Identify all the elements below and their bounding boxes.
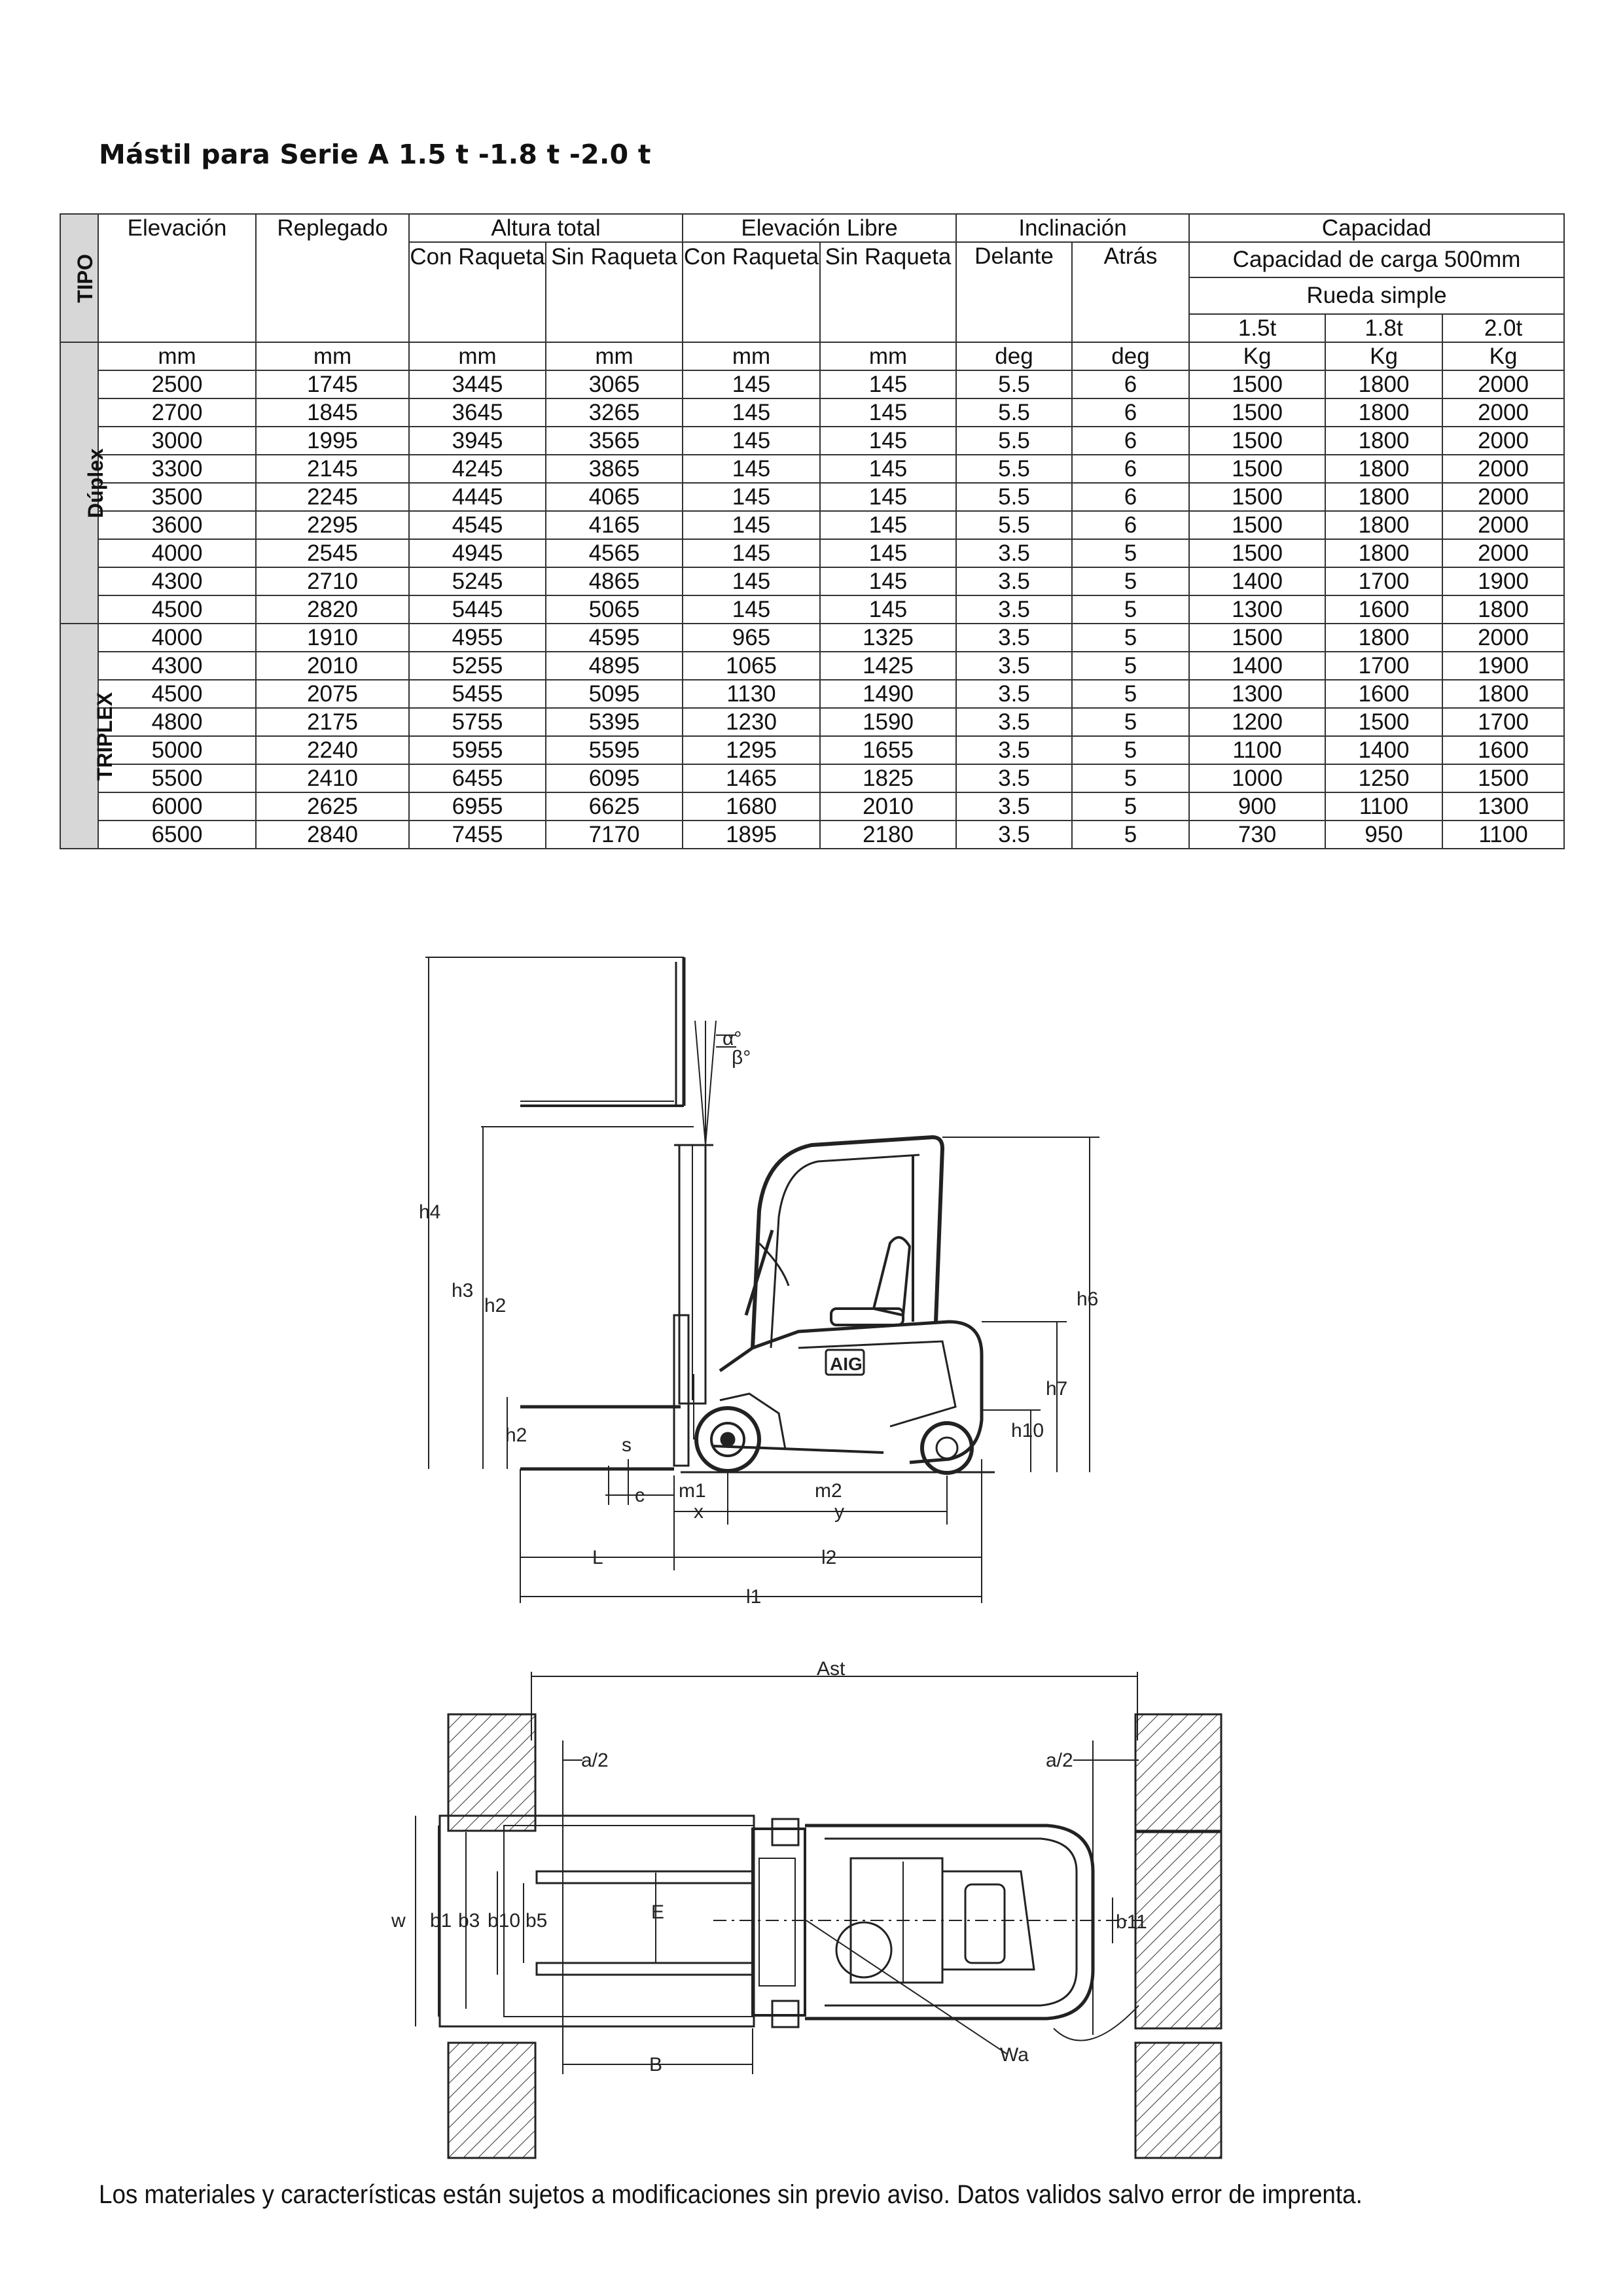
table-cell: 5.5 (956, 427, 1072, 455)
table-cell: 4000 (98, 624, 256, 652)
table-cell: 145 (820, 455, 956, 483)
table-cell: 5755 (409, 708, 546, 736)
table-cell: 1065 (683, 652, 820, 680)
table-cell: 1590 (820, 708, 956, 736)
table-cell: 7455 (409, 821, 546, 849)
table-cell: 6 (1072, 455, 1189, 483)
table-cell: 2075 (256, 680, 409, 708)
table-cell: 1000 (1189, 764, 1325, 792)
table-cell: 2710 (256, 567, 409, 595)
h2-label: h2 (484, 1295, 507, 1316)
table-cell: 2000 (1442, 483, 1564, 511)
capacidad-carga-header: Capacidad de carga 500mm (1189, 242, 1564, 277)
table-cell: 145 (820, 595, 956, 624)
e-label: E (651, 1901, 665, 1923)
side-logo: AIG (830, 1354, 863, 1374)
table-cell: 1465 (683, 764, 820, 792)
table-cell: 5 (1072, 736, 1189, 764)
table-cell: 2000 (1442, 539, 1564, 567)
table-cell: 6455 (409, 764, 546, 792)
table-cell: 1600 (1325, 680, 1442, 708)
wa-label: Wa (1000, 2044, 1029, 2066)
table-cell: 6 (1072, 511, 1189, 539)
table-cell: 2000 (1442, 511, 1564, 539)
table-cell: 3.5 (956, 821, 1072, 849)
c-label: c (635, 1485, 645, 1506)
table-cell: 5 (1072, 680, 1189, 708)
b10-label: b10 (488, 1910, 521, 1932)
table-cell: 1800 (1325, 370, 1442, 398)
table-cell: 5.5 (956, 455, 1072, 483)
table-cell: 4500 (98, 595, 256, 624)
table-cell: 5.5 (956, 511, 1072, 539)
a2-right-label: a/2 (1046, 1750, 1073, 1771)
table-cell: 145 (820, 483, 956, 511)
table-cell: 2840 (256, 821, 409, 849)
table-cell: 1300 (1189, 595, 1325, 624)
table-cell: 5 (1072, 821, 1189, 849)
table-cell: 1400 (1189, 567, 1325, 595)
table-cell: 1100 (1189, 736, 1325, 764)
table-cell: 1500 (1189, 511, 1325, 539)
table-cell: 1800 (1325, 398, 1442, 427)
table-cell: 6 (1072, 427, 1189, 455)
table-cell: 4955 (409, 624, 546, 652)
table-cell: 1800 (1442, 680, 1564, 708)
table-cell: 3.5 (956, 792, 1072, 821)
table-cell: 5455 (409, 680, 546, 708)
table-cell: 1490 (820, 680, 956, 708)
table-cell: 1400 (1189, 652, 1325, 680)
table-cell: 5445 (409, 595, 546, 624)
table-cell: 1500 (1442, 764, 1564, 792)
table-cell: 145 (820, 567, 956, 595)
table-cell: 5500 (98, 764, 256, 792)
h6-label: h6 (1077, 1288, 1099, 1310)
table-cell: 1300 (1442, 792, 1564, 821)
table-cell: 5.5 (956, 398, 1072, 427)
table-cell: 3.5 (956, 624, 1072, 652)
table-cell: 1800 (1325, 427, 1442, 455)
cap-2-0t-header: 2.0t (1442, 314, 1564, 342)
side-view-drawing (425, 957, 1099, 1603)
table-cell: 2175 (256, 708, 409, 736)
table-cell: 1500 (1189, 455, 1325, 483)
table-cell: 4865 (546, 567, 683, 595)
table-cell: 5000 (98, 736, 256, 764)
table-cell: 1500 (1189, 539, 1325, 567)
group-label: Dúplex (83, 448, 107, 518)
unit-cell: mm (683, 342, 820, 370)
unit-cell: Kg (1442, 342, 1564, 370)
elevacion-header: Elevación (98, 214, 256, 342)
table-cell: 1325 (820, 624, 956, 652)
table-cell: 1825 (820, 764, 956, 792)
table-cell: 5595 (546, 736, 683, 764)
table-cell: 3265 (546, 398, 683, 427)
table-cell: 145 (683, 567, 820, 595)
a2-left-label: a/2 (581, 1750, 609, 1771)
y-label: y (834, 1501, 844, 1523)
unit-cell: mm (546, 342, 683, 370)
table-cell: 6955 (409, 792, 546, 821)
table-cell: 145 (820, 539, 956, 567)
s-label: s (622, 1434, 632, 1456)
table-cell: 3600 (98, 511, 256, 539)
table-cell: 4565 (546, 539, 683, 567)
w-label: w (391, 1910, 406, 1932)
table-cell: 900 (1189, 792, 1325, 821)
table-cell: 4245 (409, 455, 546, 483)
table-cell: 3445 (409, 370, 546, 398)
table-cell: 3645 (409, 398, 546, 427)
unit-cell: mm (820, 342, 956, 370)
altura-con-raqueta-header: Con Raqueta (409, 242, 546, 342)
table-cell: 2010 (256, 652, 409, 680)
table-cell: 5.5 (956, 483, 1072, 511)
table-cell: 2245 (256, 483, 409, 511)
table-cell: 1600 (1442, 736, 1564, 764)
inclinacion-header: Inclinación (956, 214, 1189, 242)
table-cell: 2180 (820, 821, 956, 849)
table-cell: 5395 (546, 708, 683, 736)
table-cell: 2000 (1442, 398, 1564, 427)
table-cell: 4445 (409, 483, 546, 511)
table-cell: 145 (820, 370, 956, 398)
table-cell: 950 (1325, 821, 1442, 849)
table-cell: 2545 (256, 539, 409, 567)
beta-label: β° (732, 1047, 751, 1069)
table-cell: 4545 (409, 511, 546, 539)
table-cell: 4500 (98, 680, 256, 708)
table-cell: 1600 (1325, 595, 1442, 624)
h3-label: h3 (452, 1280, 474, 1301)
unit-cell: deg (956, 342, 1072, 370)
table-cell: 5 (1072, 539, 1189, 567)
table-cell: 1800 (1325, 511, 1442, 539)
table-cell: 5245 (409, 567, 546, 595)
table-cell: 1910 (256, 624, 409, 652)
table-cell: 1250 (1325, 764, 1442, 792)
table-cell: 3.5 (956, 595, 1072, 624)
table-cell: 145 (683, 427, 820, 455)
table-cell: 2500 (98, 370, 256, 398)
page-title: Mástil para Serie A 1.5 t -1.8 t -2.0 t (99, 139, 651, 170)
table-cell: 6500 (98, 821, 256, 849)
table-cell: 3.5 (956, 708, 1072, 736)
table-cell: 1995 (256, 427, 409, 455)
table-cell: 1800 (1325, 539, 1442, 567)
table-cell: 145 (683, 370, 820, 398)
table-cell: 2410 (256, 764, 409, 792)
table-cell: 2820 (256, 595, 409, 624)
h10-label: h10 (1011, 1420, 1044, 1441)
table-cell: 145 (820, 398, 956, 427)
b3-label: b3 (458, 1910, 480, 1932)
unit-cell: Kg (1325, 342, 1442, 370)
table-cell: 1700 (1325, 567, 1442, 595)
cap-1-8t-header: 1.8t (1325, 314, 1442, 342)
table-cell: 1745 (256, 370, 409, 398)
cap-1-5t-header: 1.5t (1189, 314, 1325, 342)
table-cell: 3000 (98, 427, 256, 455)
m1-label: m1 (679, 1480, 706, 1502)
table-cell: 730 (1189, 821, 1325, 849)
table-cell: 1655 (820, 736, 956, 764)
table-cell: 1800 (1325, 624, 1442, 652)
table-cell: 1900 (1442, 567, 1564, 595)
table-cell: 5 (1072, 708, 1189, 736)
table-cell: 1130 (683, 680, 820, 708)
b1-label: b1 (430, 1910, 452, 1932)
x-label: x (694, 1501, 704, 1523)
h7-label: h7 (1046, 1378, 1068, 1400)
table-cell: 1800 (1325, 483, 1442, 511)
unit-cell: Kg (1189, 342, 1325, 370)
h2-low-label: h2 (505, 1424, 527, 1446)
unit-cell: mm (409, 342, 546, 370)
table-cell: 3.5 (956, 652, 1072, 680)
table-cell: 3500 (98, 483, 256, 511)
table-cell: 1700 (1442, 708, 1564, 736)
alpha-label: α° (722, 1028, 742, 1050)
table-cell: 6 (1072, 483, 1189, 511)
b5-label: b5 (526, 1910, 548, 1932)
table-cell: 4300 (98, 567, 256, 595)
table-cell: 5.5 (956, 370, 1072, 398)
table-cell: 3.5 (956, 764, 1072, 792)
table-cell: 3.5 (956, 680, 1072, 708)
l2-label: l2 (821, 1547, 837, 1568)
atras-header: Atrás (1072, 242, 1189, 342)
table-cell: 2295 (256, 511, 409, 539)
table-cell: 1295 (683, 736, 820, 764)
table-cell: 1500 (1189, 370, 1325, 398)
elevacion-libre-header: Elevación Libre (683, 214, 956, 242)
table-cell: 1895 (683, 821, 820, 849)
table-cell: 145 (683, 398, 820, 427)
h4-label: h4 (419, 1201, 441, 1223)
table-cell: 145 (683, 539, 820, 567)
table-cell: 1230 (683, 708, 820, 736)
table-cell: 1500 (1325, 708, 1442, 736)
table-cell: 4000 (98, 539, 256, 567)
replegado-header: Replegado (256, 214, 409, 342)
tipo-label: TIPO (73, 254, 97, 303)
table-cell: 6095 (546, 764, 683, 792)
altura-sin-raqueta-header: Sin Raqueta (546, 242, 683, 342)
m2-label: m2 (815, 1480, 842, 1502)
table-cell: 5065 (546, 595, 683, 624)
altura-total-header: Altura total (409, 214, 683, 242)
table-cell: 1680 (683, 792, 820, 821)
table-cell: 2000 (1442, 427, 1564, 455)
capacidad-header: Capacidad (1189, 214, 1564, 242)
table-cell: 6000 (98, 792, 256, 821)
table-cell: 4800 (98, 708, 256, 736)
table-cell: 6625 (546, 792, 683, 821)
table-cell: 2000 (1442, 455, 1564, 483)
table-cell: 5 (1072, 624, 1189, 652)
table-cell: 1100 (1325, 792, 1442, 821)
table-cell: 3300 (98, 455, 256, 483)
table-cell: 3565 (546, 427, 683, 455)
table-cell: 5 (1072, 792, 1189, 821)
table-cell: 1845 (256, 398, 409, 427)
table-cell: 1300 (1189, 680, 1325, 708)
table-cell: 145 (683, 595, 820, 624)
table-cell: 5 (1072, 652, 1189, 680)
table-cell: 2145 (256, 455, 409, 483)
table-cell: 1500 (1189, 427, 1325, 455)
table-cell: 1500 (1189, 483, 1325, 511)
delante-header: Delante (956, 242, 1072, 342)
table-cell: 4895 (546, 652, 683, 680)
unit-cell: deg (1072, 342, 1189, 370)
b-label: B (649, 2054, 663, 2075)
L-label: L (592, 1547, 603, 1568)
table-cell: 3.5 (956, 567, 1072, 595)
table-cell: 5955 (409, 736, 546, 764)
libre-con-raqueta-header: Con Raqueta (683, 242, 820, 342)
table-cell: 965 (683, 624, 820, 652)
rueda-simple-header: Rueda simple (1189, 277, 1564, 314)
table-cell: 6 (1072, 398, 1189, 427)
table-cell: 7170 (546, 821, 683, 849)
table-cell: 1200 (1189, 708, 1325, 736)
table-cell: 5 (1072, 567, 1189, 595)
table-cell: 5 (1072, 595, 1189, 624)
table-cell: 1700 (1325, 652, 1442, 680)
table-cell: 3.5 (956, 539, 1072, 567)
table-cell: 3945 (409, 427, 546, 455)
table-cell: 2625 (256, 792, 409, 821)
table-cell: 4945 (409, 539, 546, 567)
table-cell: 5 (1072, 764, 1189, 792)
table-cell: 1400 (1325, 736, 1442, 764)
table-cell: 2010 (820, 792, 956, 821)
table-cell: 1500 (1189, 398, 1325, 427)
b11-label: b11 (1116, 1911, 1147, 1933)
table-cell: 1425 (820, 652, 956, 680)
table-cell: 3865 (546, 455, 683, 483)
table-cell: 3.5 (956, 736, 1072, 764)
table-cell: 4165 (546, 511, 683, 539)
table-cell: 2000 (1442, 624, 1564, 652)
table-cell: 3065 (546, 370, 683, 398)
table-cell: 2240 (256, 736, 409, 764)
table-cell: 2700 (98, 398, 256, 427)
group-label: TRIPLEX (93, 692, 117, 781)
ast-label: Ast (817, 1658, 846, 1680)
table-cell: 4065 (546, 483, 683, 511)
unit-cell: mm (98, 342, 256, 370)
table-cell: 145 (683, 455, 820, 483)
table-cell: 5095 (546, 680, 683, 708)
table-cell: 6 (1072, 370, 1189, 398)
table-cell: 145 (820, 511, 956, 539)
footer-note: Los materiales y características están sujetos a modificaciones sin previo aviso. Datos validos salvo error de imprenta. (99, 2180, 1363, 2209)
table-cell: 2000 (1442, 370, 1564, 398)
table-cell: 1800 (1325, 455, 1442, 483)
table-cell: 1900 (1442, 652, 1564, 680)
table-cell: 1100 (1442, 821, 1564, 849)
unit-cell: mm (256, 342, 409, 370)
table-cell: 1800 (1442, 595, 1564, 624)
table-cell: 145 (683, 483, 820, 511)
table-cell: 5255 (409, 652, 546, 680)
libre-sin-raqueta-header: Sin Raqueta (820, 242, 956, 342)
table-cell: 4300 (98, 652, 256, 680)
l1-label: l1 (746, 1586, 762, 1608)
table-cell: 1500 (1189, 624, 1325, 652)
table-cell: 145 (683, 511, 820, 539)
table-cell: 145 (820, 427, 956, 455)
table-cell: 4595 (546, 624, 683, 652)
